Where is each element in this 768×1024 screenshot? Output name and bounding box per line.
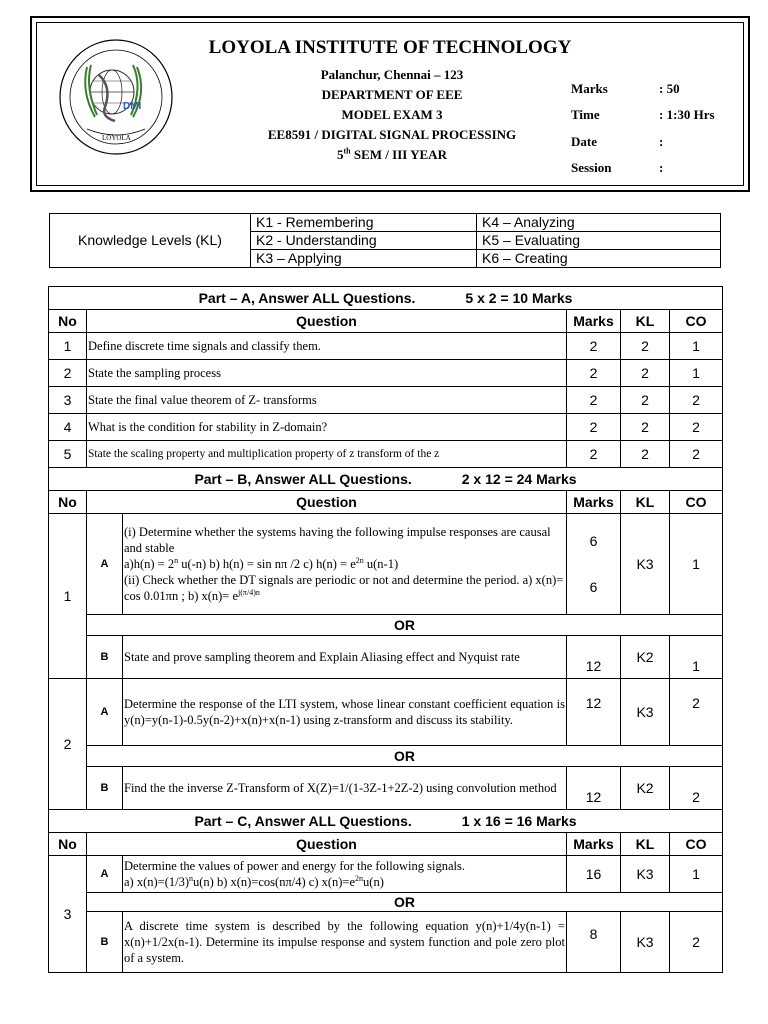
table-cell: 2	[670, 912, 723, 973]
table-cell: CO	[670, 491, 723, 514]
logo-text: DMI	[123, 101, 142, 112]
table-cell: Find the the inverse Z-Transform of X(Z)=1/(1-3Z-1+2Z-2) using convolution method	[123, 767, 567, 810]
or-divider: OR	[87, 615, 723, 636]
table-cell: KL	[621, 833, 670, 856]
session-label: Session	[571, 160, 612, 175]
institution-name: LOYOLA INSTITUTE OF TECHNOLOGY	[208, 37, 572, 58]
table-cell: 2	[670, 767, 723, 810]
course-name: EE8591 / DIGITAL SIGNAL PROCESSING	[267, 127, 517, 142]
institution-address: Palanchur, Chennai – 123	[320, 67, 464, 82]
table-cell: Question	[87, 833, 567, 856]
date-value: :	[659, 134, 664, 149]
table-cell: State the sampling process	[87, 360, 567, 387]
questions-table	[48, 286, 723, 973]
col-marks: Marks	[567, 310, 621, 333]
table-cell: What is the condition for stability in Z-domain?	[87, 414, 567, 441]
question-number: 3	[49, 856, 87, 973]
col-co: CO	[670, 310, 723, 333]
time-value: : 1:30 Hrs	[659, 107, 715, 122]
part-a-heading: Part – A, Answer ALL Questions. 5 x 2 = 10 Marks	[49, 287, 723, 310]
table-cell: 2	[567, 387, 621, 414]
part-a-column-header	[49, 310, 723, 333]
table-cell: 5	[49, 441, 87, 468]
kl-k3: K3 – Applying	[251, 250, 477, 268]
table-cell: 4	[49, 414, 87, 441]
exam-name: MODEL EXAM 3	[341, 107, 443, 122]
table-cell: 2	[621, 414, 670, 441]
exam-header-inner	[36, 22, 744, 186]
table-row	[49, 360, 723, 387]
question-2b-row	[49, 767, 723, 810]
table-cell: State and prove sampling theorem and Explain Aliasing effect and Nyquist rate	[123, 636, 567, 679]
table-cell: State the scaling property and multiplication property of z transform of the z	[87, 441, 567, 468]
col-no: No	[49, 310, 87, 333]
table-cell: K3	[621, 679, 670, 746]
table-cell: 1	[670, 333, 723, 360]
col-question: Question	[87, 310, 567, 333]
or-divider: OR	[87, 893, 723, 912]
question-number: 1	[49, 514, 87, 679]
or-divider: OR	[87, 746, 723, 767]
kl-k4: K4 – Analyzing	[477, 214, 721, 232]
table-cell: 2	[621, 441, 670, 468]
table-cell: 2	[567, 414, 621, 441]
exam-header	[30, 16, 750, 192]
table-cell: 2	[567, 333, 621, 360]
table-row	[49, 387, 723, 414]
col-kl: KL	[621, 310, 670, 333]
part-b-column-header	[49, 491, 723, 514]
table-cell: 2	[49, 360, 87, 387]
semester-year: 5th SEM / III YEAR	[337, 146, 447, 162]
marks-value: : 50	[659, 81, 680, 96]
table-cell: 2	[621, 360, 670, 387]
part-c-heading: Part – C, Answer ALL Questions. 1 x 16 = 16 Marks	[49, 810, 723, 833]
table-cell: 2	[670, 414, 723, 441]
table-cell: K2	[621, 767, 670, 810]
table-cell: 2	[670, 679, 723, 746]
table-cell: A	[87, 856, 123, 893]
question-2a-row	[49, 679, 723, 746]
table-cell: State the final value theorem of Z- transforms	[87, 387, 567, 414]
table-cell: A	[87, 514, 123, 615]
knowledge-levels-title: Knowledge Levels (KL)	[50, 214, 251, 268]
table-cell: B	[87, 767, 123, 810]
table-cell: Question	[87, 491, 567, 514]
question-3a-text: Determine the values of power and energy for the following signals. a) $x(n)=(1/3)^nu(n)$ b) x(n)=cos(nπ/4) c) $x(n)=e^{2n}u(n)$	[123, 856, 567, 893]
kl-k5: K5 – Evaluating	[477, 232, 721, 250]
knowledge-levels-table	[49, 213, 721, 268]
table-cell: K3	[621, 912, 670, 973]
question-number: 2	[49, 679, 87, 810]
table-cell: Determine the response of the LTI system, whose linear constant coefficient equation is y(n)=y(n-1)-0.5y(n-2)+x(n)+x(n-1) using z-transform and discuss its stability.	[123, 679, 567, 746]
table-cell: A discrete time system is described by the following equation y(n)+1/4y(n-1) = x(n)+1/2x(n-1). Determine its impulse response and system function and pole zero plot of a system.	[123, 912, 567, 973]
department-name: DEPARTMENT OF EEE	[321, 87, 463, 102]
date-label: Date	[571, 134, 597, 149]
table-cell: 2	[567, 441, 621, 468]
table-cell: K3	[621, 856, 670, 893]
table-row	[49, 414, 723, 441]
table-cell: 2	[670, 387, 723, 414]
time-label: Time	[571, 107, 600, 122]
table-cell: 1	[670, 360, 723, 387]
table-cell: Marks	[567, 491, 621, 514]
table-cell: 2	[621, 387, 670, 414]
kl-k2: K2 - Understanding	[251, 232, 477, 250]
table-cell: 1	[670, 514, 723, 615]
part-c-column-header	[49, 833, 723, 856]
table-cell: 2	[621, 333, 670, 360]
kl-k6: K6 – Creating	[477, 250, 721, 268]
part-b-heading: Part – B, Answer ALL Questions. 2 x 12 = 24 Marks	[49, 468, 723, 491]
table-cell: 12	[567, 636, 621, 679]
question-1a-text: (i) Determine whether the systems having the following impulse responses are causal and stable $a)h(n) = 2^n$ u(-n) b) h(n) = sin nπ /2 c) $h(n) = e^{2n}$ u(n-1) (ii) Check whether the DT signals are periodic or not and determine the period. a) x(n)= cos 0.01πn ; b) $x(n)= e^{j(\pi/4)n}$	[123, 514, 567, 615]
table-cell: KL	[621, 491, 670, 514]
table-cell: B	[87, 636, 123, 679]
table-cell: 1	[670, 856, 723, 893]
logo-caption: LOYOLA	[102, 134, 131, 142]
question-1a-row	[49, 514, 723, 615]
table-cell: CO	[670, 833, 723, 856]
table-cell: B	[87, 912, 123, 973]
table-cell: A	[87, 679, 123, 746]
table-cell: 3	[49, 387, 87, 414]
kl-k1: K1 - Remembering	[251, 214, 477, 232]
question-1a-marks: 6 6	[567, 514, 621, 615]
table-cell: K3	[621, 514, 670, 615]
table-cell: Marks	[567, 833, 621, 856]
table-cell: K2	[621, 636, 670, 679]
table-cell: 1	[670, 636, 723, 679]
question-3a-row	[49, 856, 723, 893]
table-cell: No	[49, 491, 87, 514]
table-row	[49, 333, 723, 360]
table-cell: 2	[670, 441, 723, 468]
question-1b-row	[49, 636, 723, 679]
table-cell: Define discrete time signals and classify them.	[87, 333, 567, 360]
table-cell: 1	[49, 333, 87, 360]
table-cell: 16	[567, 856, 621, 893]
table-cell: 12	[567, 767, 621, 810]
marks-label: Marks	[571, 81, 608, 96]
table-cell: 8	[567, 912, 621, 973]
table-cell: 2	[567, 360, 621, 387]
table-cell: No	[49, 833, 87, 856]
table-cell: 12	[567, 679, 621, 746]
table-row	[49, 441, 723, 468]
question-3b-row	[49, 912, 723, 973]
session-value: :	[659, 160, 664, 175]
